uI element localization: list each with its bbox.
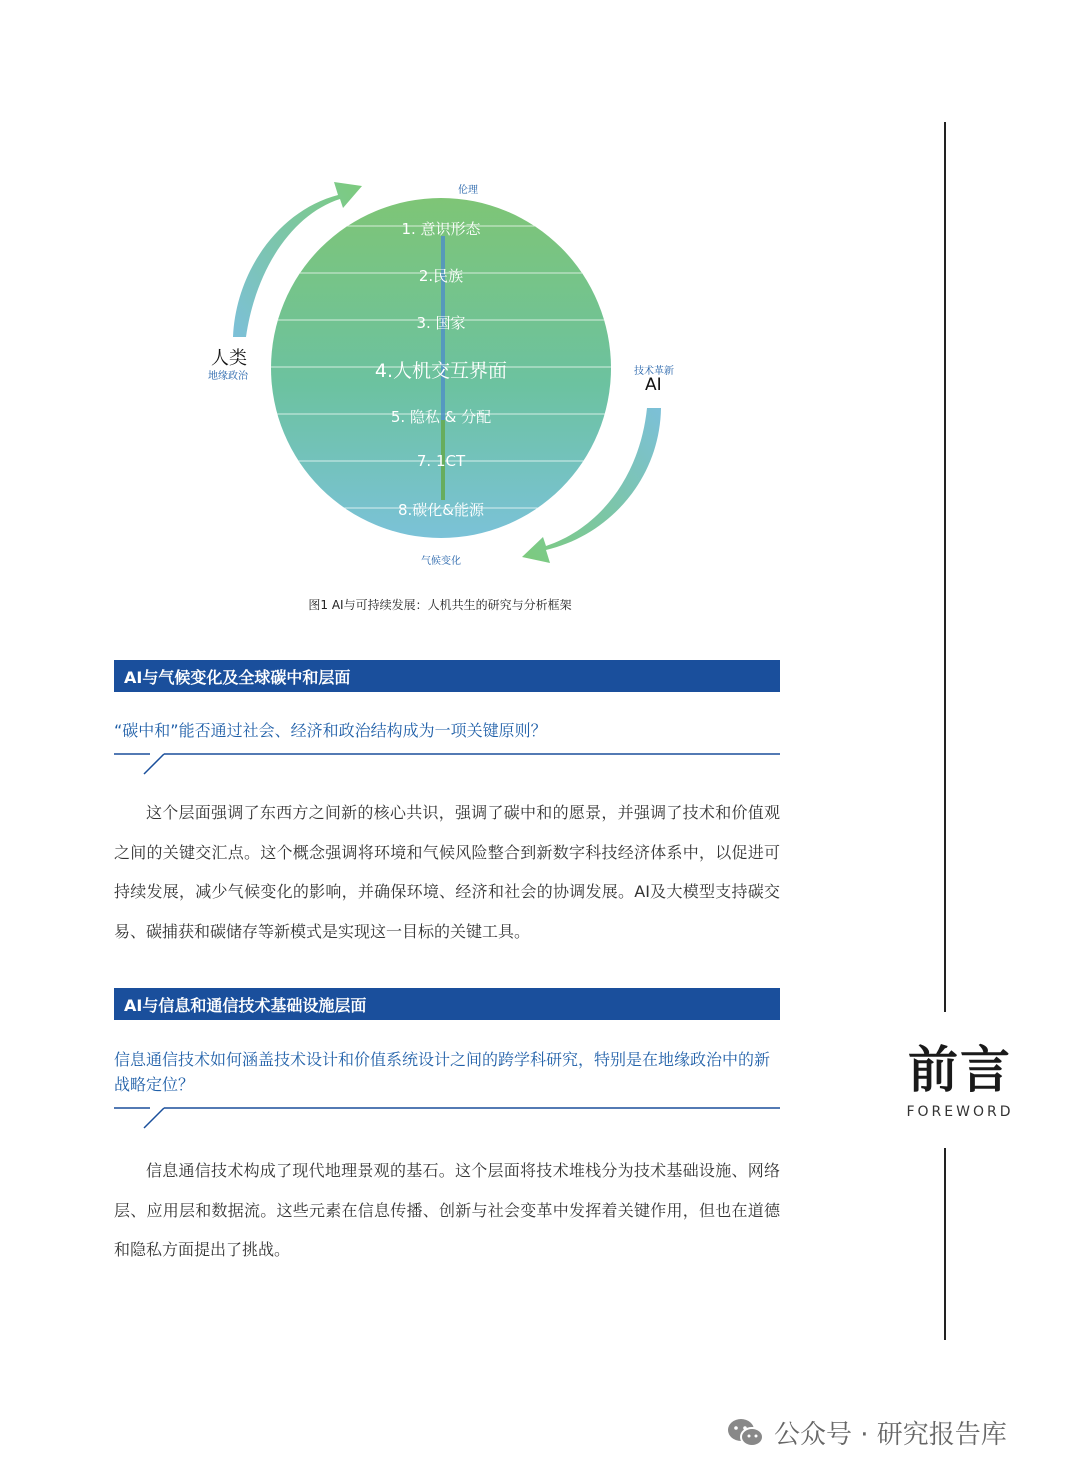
section-question-1: “碳中和”能否通过社会、经济和政治结构成为一项关键原则？ — [114, 721, 547, 740]
wechat-icon — [726, 1417, 766, 1449]
figure-caption: 图1 AI与可持续发展：人机共生的研究与分析框架 — [308, 598, 572, 612]
section-body-2: 信息通信技术构成了现代地理景观的基石。这个层面将技术堆栈分为技术基础设施、网络层、应用层和数据流。这些元素在信息传播、创新与社会变革中发挥着关键作用，但也在道德和隐私方面提出了挑战。 — [114, 1161, 780, 1259]
label-ethics: 伦理 — [458, 185, 478, 196]
watermark — [726, 1414, 1007, 1451]
band-4: 4.人机交互界面 — [374, 360, 508, 382]
question-divider-2 — [114, 1106, 780, 1130]
side-rule-top — [944, 122, 946, 1012]
watermark-text: 公众号 · 研究报告库 — [774, 1420, 1007, 1450]
section-title — [900, 1040, 1020, 1120]
band-3: 3. 国家 — [416, 314, 466, 332]
section-heading-text: AI与气候变化及全球碳中和层面 — [124, 668, 351, 687]
banner-underline-1 — [114, 690, 780, 694]
banner-underline-2 — [114, 1018, 780, 1022]
label-geopolitics: 地缘政治 — [208, 371, 248, 382]
label-tech-innovation: 技术革新 — [634, 366, 674, 377]
title-cn: 前言 — [908, 1041, 1012, 1099]
label-ai: AI — [645, 375, 662, 395]
title-en: FOREWORD — [906, 1104, 1014, 1120]
side-rule-bottom — [944, 1148, 946, 1340]
band-2: 2.民族 — [418, 267, 464, 285]
band-1: 1. 意识形态 — [401, 220, 481, 238]
band-5: 5. 隐私 & 分配 — [390, 408, 492, 426]
section-body-1: 这个层面强调了东西方之间新的核心共识，强调了碳中和的愿景，并强调了技术和价值观之间的关键交汇点。这个概念强调将环境和气候风险整合到新数字科技经济体系中，以促进可持续发展，减少气候变化的影响，并确保环境、经济和社会的协调发展。AI及大模型支持碳交易、碳捕获和碳储存等新模式是实现这一目标的关键工具。 — [114, 803, 780, 941]
band-8: 8.碳化&能源 — [397, 501, 484, 519]
band-7: 7. 1CT — [416, 452, 466, 470]
label-climate: 气候变化 — [421, 556, 461, 567]
section-heading-text: AI与信息和通信技术基础设施层面 — [124, 996, 367, 1015]
label-human: 人类 — [211, 348, 247, 369]
section-heading-2 — [114, 988, 780, 1020]
section-heading-1 — [114, 660, 780, 692]
question-divider-1 — [114, 752, 780, 776]
section-question-2: 信息通信技术如何涵盖技术设计和价值系统设计之间的跨学科研究，特别是在地缘政治中的新战略定位？ — [114, 1050, 771, 1094]
